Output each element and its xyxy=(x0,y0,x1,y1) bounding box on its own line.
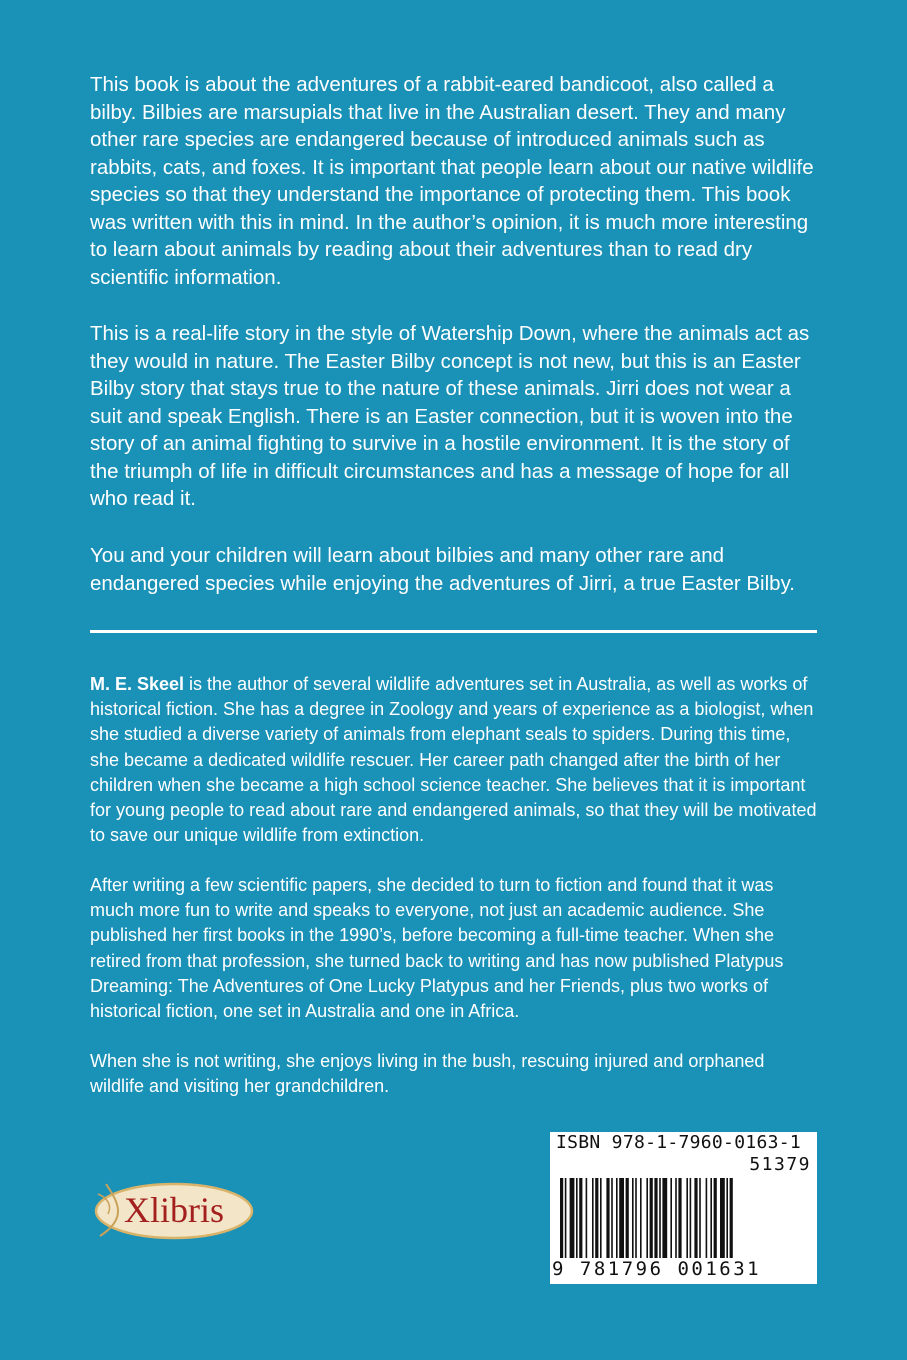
barcode-bar xyxy=(694,1178,697,1258)
barcode-bar xyxy=(611,1178,613,1258)
barcode-bar xyxy=(699,1178,701,1258)
author-bio-paragraph-1 xyxy=(90,672,818,848)
barcode-bar xyxy=(659,1178,661,1258)
author-name: M. E. Skeel xyxy=(90,674,185,694)
barcode-bar xyxy=(626,1178,629,1258)
barcode-bar xyxy=(600,1178,602,1258)
barcode-bar xyxy=(662,1178,667,1258)
xlibris-logo xyxy=(88,1178,256,1240)
author-bio-text: is the author of several wildlife adventures set in Australia, as well as works of historical fiction. She has a degree in Zoology and years of experience as a biologist, when she studied a diverse variety of animals from elephant seals to spiders. During this time, she became a dedicated wildlife rescuer. Her career path changed after the birth of her children when she became a high school science teacher. She believes that it is important for young people to read about rare and endangered animals, so that they will be motivated to save our unique wildlife from extinction. xyxy=(90,674,817,846)
barcode-bar xyxy=(670,1178,672,1258)
barcode-bar xyxy=(654,1178,657,1258)
ean-digits: 9 781796 001631 xyxy=(552,1258,762,1280)
blurb-paragraph-2: This is a real-life story in the style of Watership Down, where the animals act as they would in nature. The Easter Bilby concept is not new, but this is an Easter Bilby story that stays true to the nature of these animals. Jirri does not wear a suit and speak English. There is an Easter connection, but it is woven into the story of an animal fighting to survive in a hostile environment. It is the story of the triumph of life in difficult circumstances and has a message of hope for all who read it. xyxy=(90,322,810,510)
barcode-bar xyxy=(730,1178,733,1258)
blurb-paragraph-1: This book is about the adventures of a rabbit-eared bandicoot, also called a bilby. Bilbies are marsupials that live in the Australian desert. They and many other rare species are endangered because of introduced animals such as rabbits, cats, and foxes. It is important that people learn about our native wildlife species so that they understand the importance of protecting them. This book was written with this in mind. In the author’s opinion, it is much more interesting to learn about animals by reading about their adventures than to read dry scientific information. xyxy=(90,73,814,289)
section-divider xyxy=(90,630,817,633)
barcode-bar xyxy=(678,1178,681,1258)
barcode-bar xyxy=(576,1178,578,1258)
barcode-bar xyxy=(632,1178,634,1258)
blurb-paragraph-3: You and your children will learn about bilbies and many other rare and endangered species while enjoying the adventures of Jirri, a true Easter Bilby. xyxy=(90,544,795,595)
barcode-bar xyxy=(710,1178,712,1258)
barcode-bar xyxy=(592,1178,594,1258)
barcode-bar xyxy=(635,1178,637,1258)
barcode-bar xyxy=(714,1178,717,1258)
barcode-bar xyxy=(606,1178,609,1258)
xlibris-logo-text: Xlibris xyxy=(123,1190,225,1230)
barcode-bar xyxy=(619,1178,624,1258)
barcode-bar xyxy=(570,1178,575,1258)
barcode-bar xyxy=(720,1178,725,1258)
barcode-bar xyxy=(579,1178,582,1258)
barcode-bar xyxy=(650,1178,653,1258)
barcode-bar xyxy=(560,1178,563,1258)
author-bio-paragraph-3: When she is not writing, she enjoys living in the bush, rescuing injured and orphaned wildlife and visiting her grandchildren. xyxy=(90,1051,765,1097)
author-bio-paragraph-2: After writing a few scientific papers, she decided to turn to fiction and found that it was much more fun to write and speaks to everyone, not just an academic audience. She published her first books in the 1990’s, before becoming a full-time teacher. When she retired from that profession, she turned back to writing and has now published Platypus Dreaming: The Adventures of One Lucky Platypus and her Friends, plus two works of historical fiction, one set in Australia and one in Africa. xyxy=(90,875,784,1022)
barcode-bar xyxy=(686,1178,688,1258)
barcode-bar xyxy=(675,1178,677,1258)
barcode-bar xyxy=(646,1178,648,1258)
barcode-bar xyxy=(616,1178,618,1258)
barcode-bar xyxy=(726,1178,728,1258)
barcode-bar xyxy=(690,1178,692,1258)
barcode-bar xyxy=(706,1178,708,1258)
isbn-label: ISBN 978-1-7960-0163-1 xyxy=(556,1132,802,1153)
barcode-bar xyxy=(565,1178,567,1258)
barcode-bar xyxy=(586,1178,588,1258)
barcode-bars xyxy=(560,1178,810,1258)
price-code: 51379 xyxy=(749,1154,811,1175)
barcode-bar xyxy=(640,1178,642,1258)
xlibris-logo-graphic xyxy=(88,1178,256,1240)
barcode-bar xyxy=(595,1178,598,1258)
isbn-barcode xyxy=(550,1132,817,1284)
